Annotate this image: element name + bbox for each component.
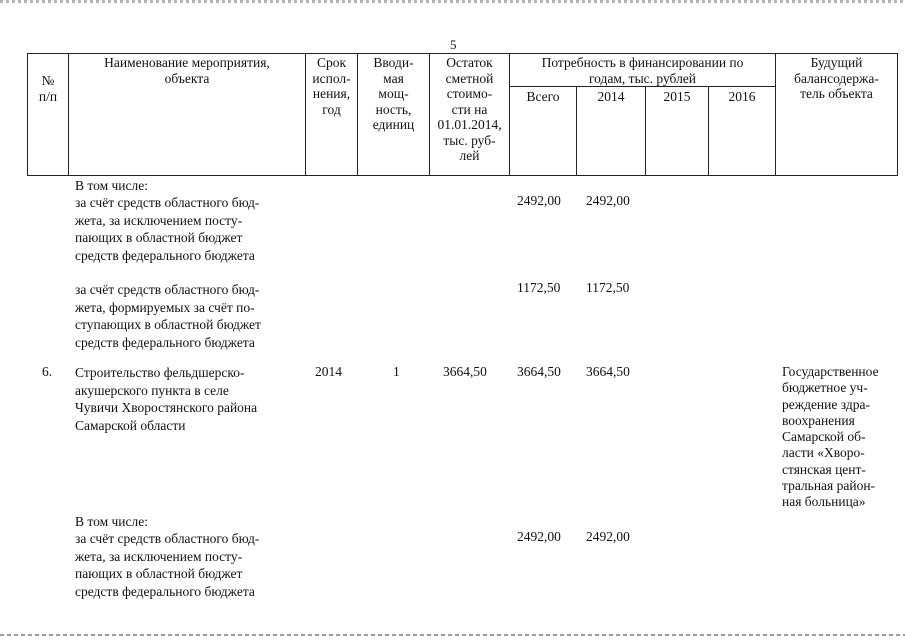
row2-2014: 1172,50 <box>586 280 630 295</box>
row4-2014: 2492,00 <box>586 529 630 544</box>
header-col-term: Срок испол- нения, год <box>312 55 351 117</box>
page-number: 5 <box>450 37 457 52</box>
row1-description: за счёт средств областного бюд- жета, за исключением посту- пающих в областной бюджет средств федерального бюджета <box>75 195 260 263</box>
header-col-holder: Будущий балансодержа- тель объекта <box>794 55 879 101</box>
row3-holder: Государственное бюджетное уч- реждение здра- воохранения Самарской об- ласти «Хворо- стянская цент- тральная район- ная больница» <box>782 364 879 510</box>
scan-edge-top <box>0 0 905 3</box>
row3-description: Строительство фельдшерско- акушерского пункта в селе Чувичи Хворостянского района Самарской области <box>75 365 258 433</box>
row3-term: 2014 <box>315 364 342 379</box>
header-col-total: Всего <box>526 89 560 104</box>
header-col-2015: 2015 <box>663 89 691 104</box>
row3-2014: 3664,50 <box>586 364 630 379</box>
row4-description: за счёт средств областного бюд- жета, за исключением посту- пающих в областной бюджет средств федерального бюджета <box>75 531 260 599</box>
header-col-2014: 2014 <box>597 89 625 104</box>
header-col-need: Потребность в финансировании по годам, тыс. рублей <box>541 55 744 86</box>
header-col-2016: 2016 <box>728 89 756 104</box>
row1-total: 2492,00 <box>517 193 561 208</box>
row2-total: 1172,50 <box>517 280 561 295</box>
row3-total: 3664,50 <box>517 364 561 379</box>
header-col-remain: Остаток сметной стоимо- сти на 01.01.2014, тыс. руб- лей <box>437 55 502 163</box>
header-col-units: Вводи- мая мощ- ность, единиц <box>372 55 415 132</box>
scan-edge-bottom <box>0 634 905 636</box>
row3-units: 1 <box>393 364 400 379</box>
row2-description: за счёт средств областного бюд- жета, формируемых за счёт по- ступающих в областной бюджет средств федерального бюджета <box>75 282 261 350</box>
row3-number: 6. <box>42 364 53 379</box>
row1-2014: 2492,00 <box>586 193 630 208</box>
header-col-number: № п/п <box>38 73 58 104</box>
row4-intro: В том числе: <box>75 514 148 529</box>
row1-intro: В том числе: <box>75 178 148 193</box>
row3-remain: 3664,50 <box>443 364 487 379</box>
row4-total: 2492,00 <box>517 529 561 544</box>
header-col-name: Наименование мероприятия, объекта <box>104 55 270 86</box>
